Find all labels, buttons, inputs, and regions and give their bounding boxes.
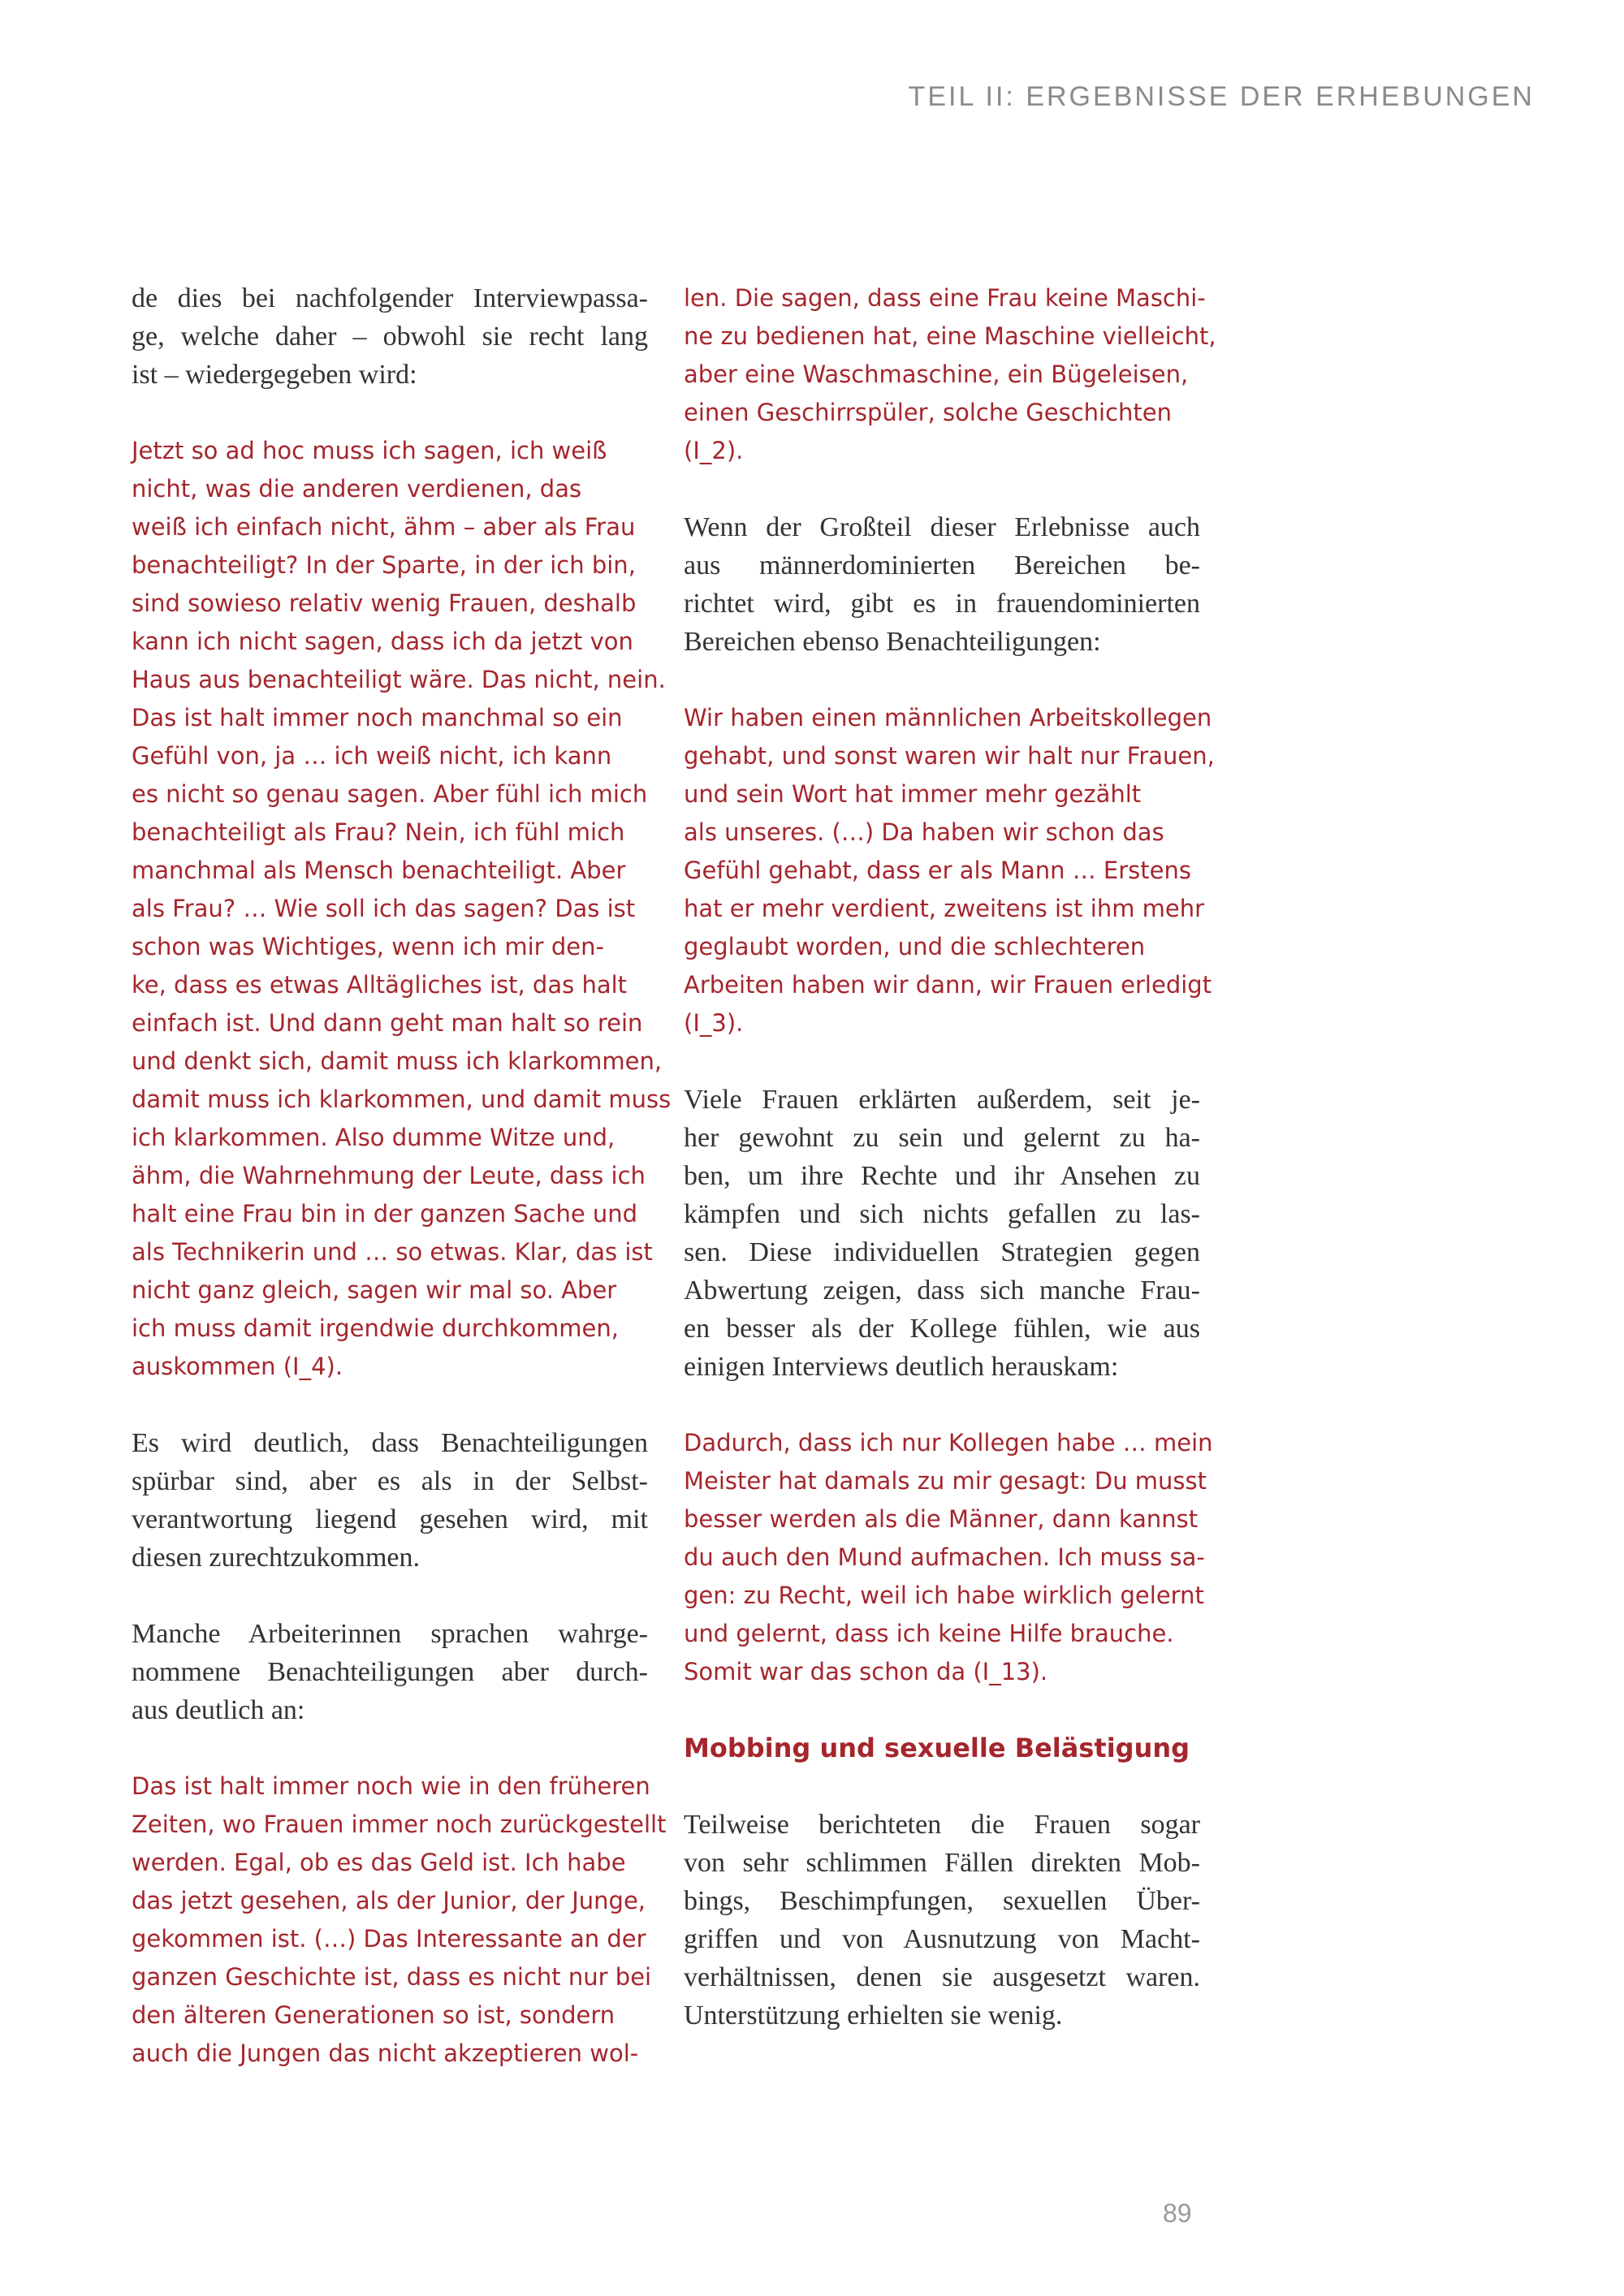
- text-line: Viele Frauen erklärten außerdem, seit je-: [684, 1085, 1200, 1115]
- text-line: ist – wiedergegeben wird:: [132, 360, 417, 390]
- quote-line: len. Die sagen, dass eine Frau keine Maschi-: [684, 284, 1206, 312]
- right-column: [684, 279, 1216, 2073]
- text-line: sen. Diese individuellen Strategien gegen: [684, 1237, 1200, 1267]
- quote-line: Wir haben einen männlichen Arbeitskollegen: [684, 704, 1212, 732]
- quote-line: Jetzt so ad hoc muss ich sagen, ich weiß: [132, 437, 607, 464]
- quote-line: besser werden als die Männer, dann kannst: [684, 1505, 1199, 1533]
- running-header: TEIL II: ERGEBNISSE DER ERHEBUNGEN: [908, 81, 1535, 112]
- text-line: aus männerdominierten Bereichen be-: [684, 550, 1200, 580]
- quote-line: als unseres. (…) Da haben wir schon das: [684, 818, 1164, 846]
- quote-line: hat er mehr verdient, zweitens ist ihm mehr: [684, 895, 1205, 922]
- text-line: Unterstützung erhielten sie wenig.: [684, 2000, 1063, 2031]
- paragraph-mobbing: [684, 1806, 1200, 2035]
- quote-line: Meister hat damals zu mir gesagt: Du musst: [684, 1467, 1207, 1495]
- text-line: von sehr schlimmen Fällen direkten Mob-: [684, 1848, 1200, 1878]
- quote-line: sind sowieso relativ wenig Frauen, deshalb: [132, 589, 637, 617]
- text-line: Bereichen ebenso Benachteiligungen:: [684, 627, 1101, 657]
- text-line: kämpfen und sich nichts gefallen zu las-: [684, 1199, 1200, 1229]
- quote-line: ich muss damit irgendwie durchkommen,: [132, 1314, 619, 1342]
- quote-line: nicht, was die anderen verdienen, das: [132, 475, 582, 503]
- paragraph-individual-strategies: [684, 1081, 1200, 1386]
- interview-quote-i2: [132, 1767, 667, 2073]
- quote-line: ke, dass es etwas Alltägliches ist, das halt: [132, 971, 628, 999]
- quote-line: Das ist halt immer noch wie in den früheren: [132, 1772, 650, 1800]
- quote-line: das jetzt gesehen, als der Junior, der Junge,: [132, 1887, 646, 1914]
- text-line: verantwortung liegend gesehen wird, mit: [132, 1504, 648, 1534]
- text-line: diesen zurechtzukommen.: [132, 1543, 420, 1573]
- quote-line: auskommen (I_4).: [132, 1353, 343, 1380]
- quote-line: ne zu bedienen hat, eine Maschine vielleicht,: [684, 322, 1216, 350]
- left-column: [132, 279, 672, 2111]
- text-line: her gewohnt zu sein und gelernt zu ha-: [684, 1123, 1200, 1153]
- text-line: ben, um ihre Rechte und ihr Ansehen zu: [684, 1161, 1200, 1191]
- text-line: nommene Benachteiligungen aber durch-: [132, 1657, 648, 1687]
- quote-line: ganzen Geschichte ist, dass es nicht nur bei: [132, 1963, 652, 1991]
- quote-line: geglaubt worden, und die schlechteren: [684, 933, 1146, 960]
- quote-line: gehabt, und sonst waren wir halt nur Frauen,: [684, 742, 1215, 770]
- quote-line: einen Geschirrspüler, solche Geschichten: [684, 399, 1173, 426]
- quote-line: Somit war das schon da (I_13).: [684, 1658, 1048, 1685]
- quote-line: Gefühl gehabt, dass er als Mann … Erstens: [684, 857, 1191, 884]
- page-number: 89: [1163, 2199, 1192, 2228]
- interview-quote-i13: [684, 1424, 1213, 1691]
- paragraph-self-responsibility: [132, 1424, 648, 1577]
- quote-line: Das ist halt immer noch manchmal so ein: [132, 704, 623, 732]
- text-line: Manche Arbeiterinnen sprachen wahrge-: [132, 1619, 648, 1649]
- quote-line: (I_2).: [684, 437, 744, 464]
- text-line: spürbar sind, aber es als in der Selbst-: [132, 1466, 648, 1496]
- quote-line: den älteren Generationen so ist, sondern: [132, 2001, 615, 2029]
- quote-line: als Technikerin und … so etwas. Klar, das ist: [132, 1238, 653, 1266]
- text-line: de dies bei nachfolgender Interviewpassa-: [132, 283, 648, 313]
- quote-line: gen: zu Recht, weil ich habe wirklich gelernt: [684, 1582, 1204, 1609]
- text-line: Wenn der Großteil dieser Erlebnisse auch: [684, 512, 1200, 542]
- paragraph-workers-spoke: [132, 1615, 648, 1729]
- quote-line: Haus aus benachteiligt wäre. Das nicht, nein.: [132, 666, 666, 693]
- quote-line: Dadurch, dass ich nur Kollegen habe … mein: [684, 1429, 1213, 1457]
- quote-line: kann ich nicht sagen, dass ich da jetzt von: [132, 628, 633, 655]
- quote-line: benachteiligt als Frau? Nein, ich fühl mich: [132, 818, 625, 846]
- quote-line: einfach ist. Und dann geht man halt so rein: [132, 1009, 643, 1037]
- interview-quote-i2-continued: [684, 279, 1216, 470]
- interview-quote-i4: [132, 432, 672, 1386]
- quote-line: nicht ganz gleich, sagen wir mal so. Aber: [132, 1276, 617, 1304]
- quote-line: ich klarkommen. Also dumme Witze und,: [132, 1124, 615, 1151]
- quote-line: weiß ich einfach nicht, ähm – aber als Frau: [132, 513, 636, 541]
- text-line: Abwertung zeigen, dass sich manche Frau-: [684, 1275, 1200, 1306]
- quote-line: als Frau? … Wie soll ich das sagen? Das ist: [132, 895, 636, 922]
- quote-line: und sein Wort hat immer mehr gezählt: [684, 780, 1142, 808]
- quote-line: manchmal als Mensch benachteiligt. Aber: [132, 857, 626, 884]
- interview-quote-i3: [684, 699, 1215, 1042]
- quote-line: und gelernt, dass ich keine Hilfe brauche.: [684, 1620, 1174, 1647]
- text-line: richtet wird, gibt es in frauendominierten: [684, 589, 1200, 619]
- quote-line: Arbeiten haben wir dann, wir Frauen erledigt: [684, 971, 1212, 999]
- text-line: griffen und von Ausnutzung von Macht-: [684, 1924, 1200, 1954]
- text-line: einigen Interviews deutlich herauskam:: [684, 1352, 1119, 1382]
- text-line: verhältnissen, denen sie ausgesetzt waren.: [684, 1962, 1200, 1992]
- text-line: en besser als der Kollege fühlen, wie aus: [684, 1314, 1200, 1344]
- quote-line: und denkt sich, damit muss ich klarkommen,: [132, 1047, 663, 1075]
- quote-line: benachteiligt? In der Sparte, in der ich bin,: [132, 551, 636, 579]
- quote-line: ähm, die Wahrnehmung der Leute, dass ich: [132, 1162, 646, 1189]
- text-line: Teilweise berichteten die Frauen sogar: [684, 1810, 1200, 1840]
- quote-line: gekommen ist. (…) Das Interessante an der: [132, 1925, 646, 1953]
- paragraph-female-dominated: [684, 508, 1200, 661]
- quote-line: auch die Jungen das nicht akzeptieren wol-: [132, 2039, 639, 2067]
- intro-paragraph: [132, 279, 648, 394]
- quote-line: schon was Wichtiges, wenn ich mir den-: [132, 933, 604, 960]
- quote-line: Zeiten, wo Frauen immer noch zurückgestellt: [132, 1810, 667, 1838]
- quote-line: es nicht so genau sagen. Aber fühl ich mich: [132, 780, 648, 808]
- text-line: aus deutlich an:: [132, 1695, 305, 1725]
- quote-line: damit muss ich klarkommen, und damit muss: [132, 1085, 672, 1113]
- section-heading: Mobbing und sexuelle Belästigung: [684, 1733, 1190, 1763]
- quote-line: Gefühl von, ja … ich weiß nicht, ich kann: [132, 742, 612, 770]
- text-line: bings, Beschimpfungen, sexuellen Über-: [684, 1886, 1200, 1916]
- quote-line: halt eine Frau bin in der ganzen Sache und: [132, 1200, 638, 1228]
- quote-line: werden. Egal, ob es das Geld ist. Ich habe: [132, 1849, 626, 1876]
- text-line: ge, welche daher – obwohl sie recht lang: [132, 322, 648, 352]
- text-line: Es wird deutlich, dass Benachteiligungen: [132, 1428, 648, 1458]
- quote-line: du auch den Mund aufmachen. Ich muss sa-: [684, 1543, 1205, 1571]
- quote-line: (I_3).: [684, 1009, 744, 1037]
- quote-line: aber eine Waschmaschine, ein Bügeleisen,: [684, 360, 1189, 388]
